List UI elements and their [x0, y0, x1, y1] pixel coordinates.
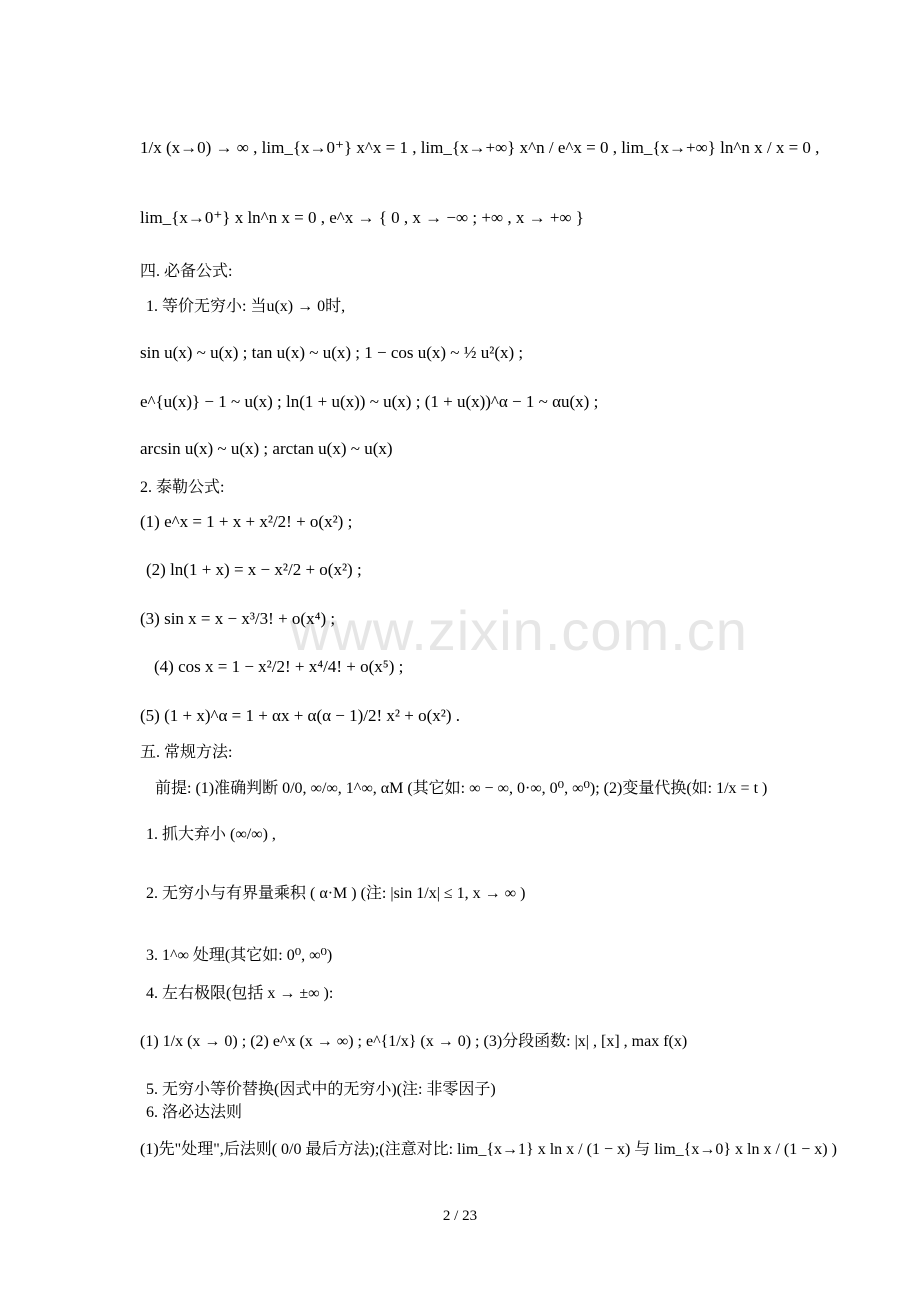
method-3: 3. 1^∞ 处理(其它如: 0⁰, ∞⁰) [146, 947, 333, 964]
premise-line: 前提: (1)准确判断 0/0, ∞/∞, 1^∞, αM (其它如: ∞ − ∞, 0·∞, 0⁰, ∞⁰); (2)变量代换(如: 1/x = t ) [155, 780, 768, 797]
limit-formulas-2: lim_{x→0⁺} x ln^n x = 0 , e^x → { 0 , x → −∞ ; +∞ , x → +∞ } [140, 208, 584, 227]
method-4: 4. 左右极限(包括 x → ±∞ ): [146, 985, 334, 1002]
subheading-taylor: 2. 泰勒公式: [140, 479, 225, 496]
watermark: www.zixin.com.cn [290, 599, 748, 662]
subheading-equivalent-infinitesimal: 1. 等价无穷小: 当u(x) → 0时, [146, 298, 346, 315]
taylor-formula-2: (2) ln(1 + x) = x − x²/2 + o(x²) ; [146, 560, 362, 579]
lhopital-note: (1)先"处理",后法则( 0/0 最后方法);(注意对比: lim_{x→1} x ln x / (1 − x) 与 lim_{x→0} x ln x / (1 − x) ) [140, 1141, 837, 1158]
method-5: 5. 无穷小等价替换(因式中的无穷小)(注: 非零因子) [146, 1081, 496, 1098]
section-heading-4: 四. 必备公式: [140, 263, 233, 280]
taylor-formula-3: (3) sin x = x − x³/3! + o(x⁴) ; [140, 609, 336, 628]
method-2: 2. 无穷小与有界量乘积 ( α·M ) (注: |sin 1/x| ≤ 1, x → ∞ ) [146, 885, 526, 902]
limit-formulas-1: 1/x (x→0) → ∞ , lim_{x→0⁺} x^x = 1 , lim_{x→+∞} x^n / e^x = 0 , lim_{x→+∞} ln^n x / x = 0 , [140, 138, 820, 157]
section-heading-5: 五. 常规方法: [140, 744, 233, 761]
equivalence-formula-1: sin u(x) ~ u(x) ; tan u(x) ~ u(x) ; 1 − cos u(x) ~ ½ u²(x) ; [140, 343, 524, 362]
method-1: 1. 抓大弃小 (∞/∞) , [146, 826, 276, 843]
taylor-formula-4: (4) cos x = 1 − x²/2! + x⁴/4! + o(x⁵) ; [154, 657, 404, 676]
equivalence-formula-2: e^{u(x)} − 1 ~ u(x) ; ln(1 + u(x)) ~ u(x) ; (1 + u(x))^α − 1 ~ αu(x) ; [140, 392, 599, 411]
equivalence-formula-3: arcsin u(x) ~ u(x) ; arctan u(x) ~ u(x) [140, 439, 393, 458]
page-number: 2 / 23 [442, 1208, 478, 1224]
taylor-formula-1: (1) e^x = 1 + x + x²/2! + o(x²) ; [140, 512, 353, 531]
taylor-formula-5: (5) (1 + x)^α = 1 + αx + α(α − 1)/2! x² + o(x²) . [140, 706, 460, 725]
one-sided-limit-examples: (1) 1/x (x → 0) ; (2) e^x (x → ∞) ; e^{1/x} (x → 0) ; (3)分段函数: |x| , [x] , max f(x) [140, 1033, 688, 1050]
method-6: 6. 洛必达法则 [146, 1104, 243, 1121]
